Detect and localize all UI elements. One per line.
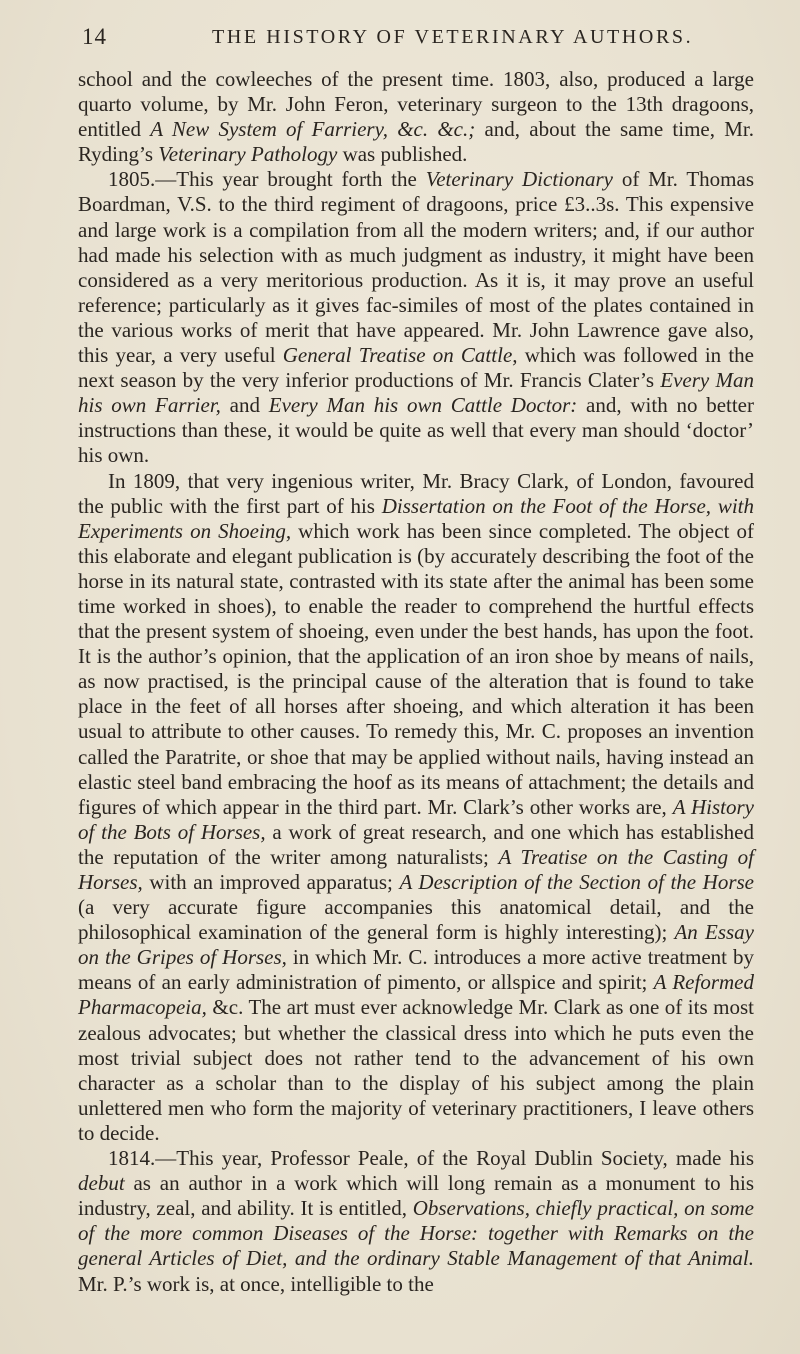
italic-title-text: An Essay on the Gripes of Horses, <box>78 920 754 970</box>
text-run: Mr. P.’s work is, at once, intelligible to the <box>78 1271 434 1296</box>
italic-title-text: A Treatise on the Casting of Horses, <box>78 844 755 894</box>
italic-title-text: General Treatise on Cattle, <box>282 343 518 368</box>
text-run: &c. The art must ever acknowledge Mr. Clark as one of its most zealous advocates; but whether the classical dress into which he puts even the most trivial subject does not rather tend to the advancement of his own character as a scholar than to the display of his subject among the plain unlettered men who form the majority of veterinary practitioners, I leave others to decide. <box>78 995 754 1145</box>
text-run: which work has been since completed. The object of this elaborate and elegant publication is (by accurately describing the foot of the horse in its natural state, contrasted with its state after the animal has been some time worked in shoes), to enable the reader to comprehend the hurtful effects that the present system of shoeing, even under the best hands, has upon the foot. It is the author’s opinion, that the application of an iron shoe by means of nails, as now practised, is the principal cause of the alteration that is found to take place in the feet of all horses after shoeing, and which alteration it has been usual to attribute to other causes. To remedy this, Mr. C. proposes an invention called the Paratrite, or shoe that may be applied without nails, having instead an elastic steel band embracing the hoof as its means of attachment; the details and figures of which appear in the third part. Mr. Clark’s other works are, <box>78 518 754 819</box>
italic-title-text: A Description of the Section of the Horse <box>399 870 754 894</box>
italic-title-text: A New System of Farriery, &c. &c.; <box>150 117 476 142</box>
text-run: in which Mr. C. introduces a more active treatment by means of an early administration of pimento, or allspice and spirit; <box>78 945 754 995</box>
page-header <box>82 24 748 56</box>
text-run: and <box>220 393 269 418</box>
italic-title-text: Every Man his own Cattle Doctor: <box>268 393 578 418</box>
text-run: and, about the same time, Mr. Ryding’s <box>78 117 754 167</box>
paragraph <box>78 167 754 468</box>
text-run: and, with no better instructions than these, it would be quite as well that every man should ‘doctor’ his own. <box>78 393 754 468</box>
italic-title-text: Veterinary Dictionary <box>425 167 613 192</box>
paragraph <box>78 469 754 1147</box>
text-run: 1805.—This year brought forth the <box>108 167 426 192</box>
page-number: 14 <box>82 24 107 49</box>
paragraph <box>78 67 754 167</box>
italic-title-text: Veterinary Pathology <box>158 142 338 167</box>
text-run: was published. <box>337 142 468 167</box>
running-title: THE HISTORY OF VETERINARY AUTHORS. <box>212 26 694 48</box>
text-run: a work of great research, and one which has established the reputation of the writer among naturalists; <box>78 819 754 869</box>
italic-title-text: A History of the Bots of Horses, <box>78 794 755 844</box>
italic-title-text: Dissertation on the Foot of the Horse, with Experiments on Shoeing, <box>78 493 754 543</box>
text-run: school and the cowleeches of the present time. 1803, also, produced a large quarto volume, by Mr. John Feron, veterinary surgeon to the 13th dragoons, entitled <box>78 67 754 142</box>
italic-title-text: Observations, chiefly practical, on some of the more common Diseases of the Horse: together with Remarks on the general Articles of Diet, and the ordinary Stable Management of that Animal. <box>78 1196 754 1271</box>
text-run: 1814.—This year, Professor Peale, of the Royal Dublin Society, made his <box>108 1146 754 1171</box>
paragraph <box>78 1146 754 1297</box>
text-run: which was followed in the next season by the very inferior productions of Mr. Francis Clater’s <box>78 343 754 393</box>
text-run: with an improved apparatus; <box>142 870 400 894</box>
italic-title-text: Every Man his own Farrier, <box>78 368 754 418</box>
text-run: (a very accurate figure accompanies this anatomical detail, and the philosophical examination of the general form is highly interesting); <box>78 895 754 945</box>
text-run: of Mr. Thomas Boardman, V.S. to the third regiment of dragoons, price £3..3s. This expensive and large work is a compilation from all the modern writers; and, if our author had made his selection with as much judgment as industry, it might have been considered as a very meritorious production. As it is, it may prove an useful reference; particularly as it gives fac-similes of most of the plates contained in the various works of merit that have appeared. Mr. John Lawrence gave also, this year, a very useful <box>78 167 754 368</box>
italic-title-text: debut <box>78 1171 125 1196</box>
italic-title-text: A Reformed Pharmacopeia, <box>78 970 754 1020</box>
text-run: as an author in a work which will long remain as a monument to his industry, zeal, and ability. It is entitled, <box>78 1171 754 1221</box>
text-run: In 1809, that very ingenious writer, Mr. Bracy Clark, of London, favoured the public with the first part of his <box>78 468 754 518</box>
body-text <box>78 67 754 1297</box>
